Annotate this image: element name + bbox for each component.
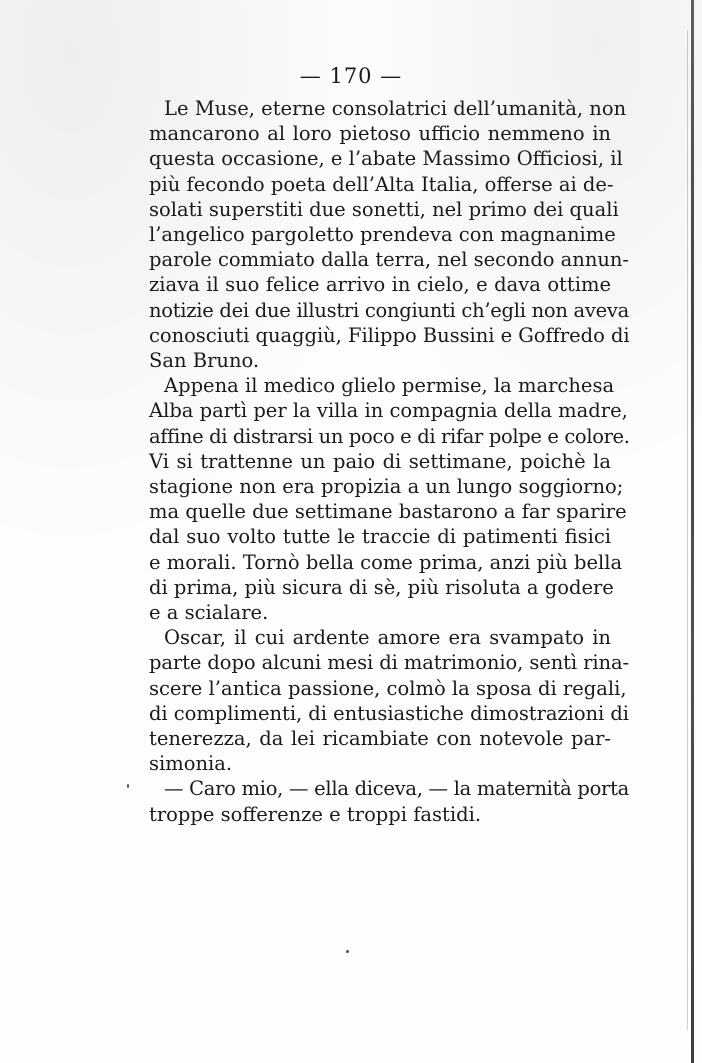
text-line: di complimenti, di entusiastiche dimostrazioni di	[149, 701, 629, 725]
text-line: Alba partì per la villa in compagnia della madre,	[149, 399, 628, 423]
page-edge-line	[687, 30, 688, 1030]
print-speck	[346, 950, 349, 953]
page-number: — 170 —	[299, 64, 403, 88]
text-line: San Bruno.	[149, 349, 260, 373]
text-line: — Caro mio, — ella diceva, — la maternità porta	[164, 777, 629, 801]
text-line: affine di distrarsi un poco e di rifar polpe e colore.	[149, 424, 630, 448]
text-line: e morali. Tornò bella come prima, anzi più bella	[149, 550, 623, 574]
text-line: l’angelico pargoletto prendeva con magnanime	[149, 223, 616, 247]
paragraph	[131, 625, 629, 776]
text-line: questa occasione, e l’abate Massimo Officiosi, il	[149, 147, 623, 171]
paragraph	[131, 96, 630, 373]
text-line: tenerezza, da lei ricambiate con notevole par-	[149, 727, 611, 751]
page-edge-shadow	[691, 0, 694, 1063]
text-line: scere l’antica passione, colmò la sposa di regali,	[149, 676, 627, 700]
text-line: più fecondo poeta dell’Alta Italia, offerse ai de-	[149, 172, 614, 196]
text-line: notizie dei due illustri congiunti ch’egli non aveva	[149, 298, 629, 322]
text-line: troppe sofferenze e troppi fastidi.	[149, 802, 482, 826]
text-line: ma quelle due settimane bastarono a far sparire	[149, 500, 627, 524]
text-line: Appena il medico glielo permise, la marchesa	[164, 374, 615, 398]
text-line: conosciuti quaggiù, Filippo Bussini e Goffredo di	[149, 323, 630, 347]
text-line: Le Muse, eterne consolatrici dell’umanità, non	[164, 97, 627, 120]
body-text	[131, 96, 630, 827]
text-line: Oscar, il cui ardente amore era svampato in	[164, 626, 611, 650]
text-line: dal suo volto tutte le traccie di patimenti fisici	[149, 525, 611, 549]
text-line: parole commiato dalla terra, nel secondo annun-	[149, 248, 629, 272]
text-line: di prima, più sicura di sè, più risoluta a godere	[149, 575, 614, 599]
text-line: stagione non era propizia a un lungo soggiorno;	[149, 475, 624, 499]
text-line: solati superstiti due sonetti, nel primo dei quali	[149, 197, 619, 221]
text-line: e a scialare.	[149, 601, 269, 625]
text-line: Vi si trattenne un paio di settimane, poichè la	[149, 449, 611, 473]
text-line: simonia.	[149, 752, 233, 776]
text-line: mancarono al loro pietoso ufficio nemmeno in	[149, 122, 611, 146]
text-line: parte dopo alcuni mesi di matrimonio, sentì rina-	[149, 651, 629, 675]
text-line: ziava il suo felice arrivo in cielo, e dava ottime	[149, 273, 611, 297]
paragraph	[131, 776, 629, 826]
print-speck	[127, 784, 129, 788]
paragraph	[131, 373, 630, 625]
